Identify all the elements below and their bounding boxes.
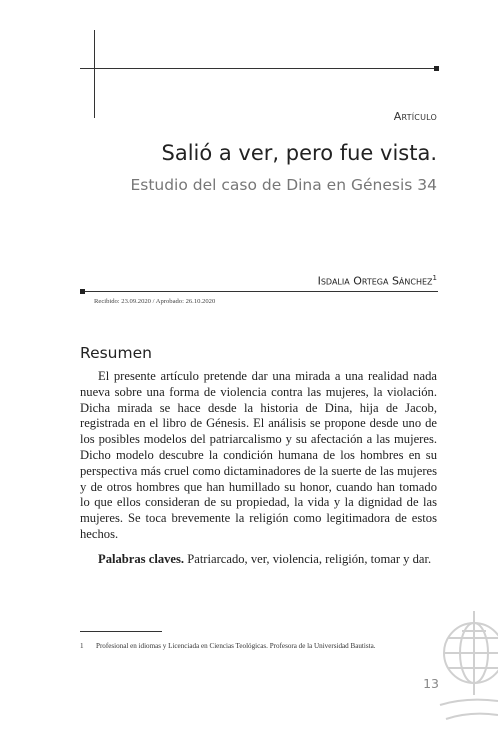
keywords-label: Palabras claves. xyxy=(98,552,185,566)
author-name-text: Isdalia Ortega Sánchez xyxy=(317,274,433,288)
abstract-text: El presente artículo pretende dar una mirada a una realidad nada nueva sobre una forma de violencia contra las mujeres, la violación. Dicha mirada se hace desde la historia de Dina, hija de Jacob, registrada en el libro de Génesis. El análisis se propone desde uno de los posibles modelos del patriarcalismo y su afectación a las mujeres. Dicho modelo descubre la condición humana de los hombres en su perspectiva más cruel como dictaminadores de la suerte de las mujeres y de otros hombres que han humillado su honor, cuando han tomado lo que ellos consideran de su propiedad, la vida y la dignidad de las mujeres. Se toca brevemente la religión como legitimadora de estos hechos. xyxy=(80,369,437,541)
author-footnote-mark[interactable]: 1 xyxy=(432,274,437,282)
page-number: 13 xyxy=(423,676,439,691)
section-label: Artículo xyxy=(393,110,437,123)
article-subtitle: Estudio del caso de Dina en Génesis 34 xyxy=(130,176,437,194)
footnote-rule xyxy=(80,631,162,632)
abstract-heading: Resumen xyxy=(80,344,152,362)
author-rule-end-mark xyxy=(80,289,85,294)
keywords-text: Patriarcado, ver, violencia, religión, tomar y dar. xyxy=(187,552,432,566)
author-name xyxy=(318,274,437,288)
article-title: Salió a ver, pero fue vista. xyxy=(161,141,437,165)
footnote-text: Profesional en idiomas y Licenciada en Ciencias Teológicas. Profesora de la Universidad Bautista. xyxy=(96,642,376,650)
author-rule xyxy=(82,291,438,292)
received-approved-dates: Recibido: 23.09.2020 / Aprobado: 26.10.2020 xyxy=(94,298,216,305)
header-horizontal-rule xyxy=(80,68,437,69)
university-globe-logo-icon xyxy=(436,605,498,731)
keywords xyxy=(98,552,443,567)
footnote-number: 1 xyxy=(80,642,84,650)
header-rule-end-mark xyxy=(434,66,439,71)
footnote xyxy=(80,641,437,652)
header-vertical-rule xyxy=(94,30,95,118)
